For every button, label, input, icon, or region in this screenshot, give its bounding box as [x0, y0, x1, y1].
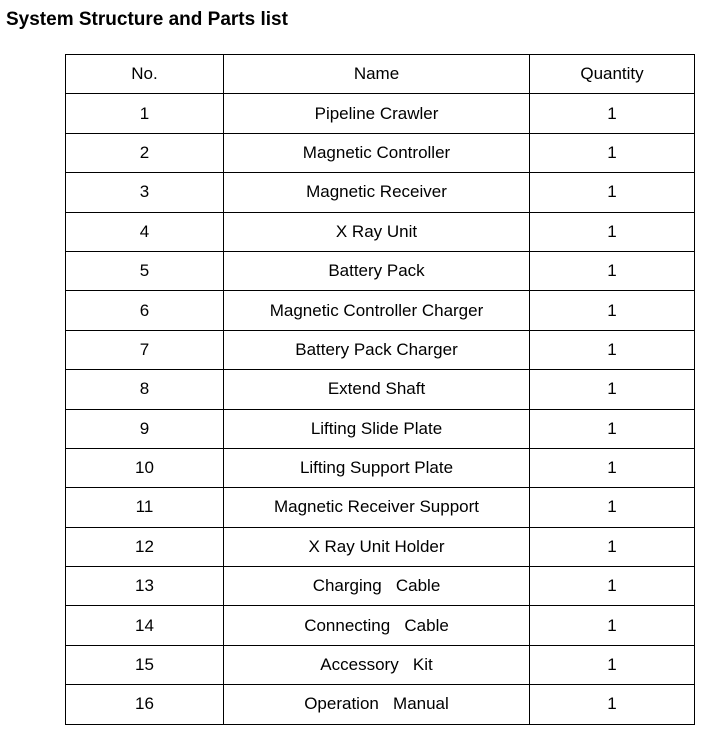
- cell-quantity: 1: [530, 212, 695, 251]
- cell-quantity: 1: [530, 370, 695, 409]
- cell-name: Charging Cable: [224, 567, 530, 606]
- cell-no: 6: [66, 291, 224, 330]
- cell-name: Lifting Slide Plate: [224, 409, 530, 448]
- cell-quantity: 1: [530, 251, 695, 290]
- cell-no: 8: [66, 370, 224, 409]
- cell-name: Lifting Support Plate: [224, 448, 530, 487]
- table-row: [66, 645, 695, 684]
- table-row: [66, 330, 695, 369]
- cell-no: 13: [66, 567, 224, 606]
- cell-no: 9: [66, 409, 224, 448]
- table-row: [66, 409, 695, 448]
- cell-name: X Ray Unit Holder: [224, 527, 530, 566]
- cell-quantity: 1: [530, 488, 695, 527]
- table-row: [66, 291, 695, 330]
- cell-quantity: 1: [530, 133, 695, 172]
- table-row: [66, 606, 695, 645]
- cell-quantity: 1: [530, 527, 695, 566]
- cell-quantity: 1: [530, 685, 695, 724]
- parts-table: [65, 54, 695, 725]
- cell-name: X Ray Unit: [224, 212, 530, 251]
- cell-quantity: 1: [530, 409, 695, 448]
- cell-no: 2: [66, 133, 224, 172]
- cell-name: Magnetic Controller Charger: [224, 291, 530, 330]
- page-title: System Structure and Parts list: [6, 9, 288, 30]
- table-row: [66, 527, 695, 566]
- table-row: [66, 448, 695, 487]
- table-row: [66, 173, 695, 212]
- cell-name: Pipeline Crawler: [224, 94, 530, 133]
- cell-no: 3: [66, 173, 224, 212]
- table-row: [66, 94, 695, 133]
- cell-name: Connecting Cable: [224, 606, 530, 645]
- cell-quantity: 1: [530, 645, 695, 684]
- cell-name: Operation Manual: [224, 685, 530, 724]
- cell-name: Accessory Kit: [224, 645, 530, 684]
- cell-name: Magnetic Receiver: [224, 173, 530, 212]
- table-row: [66, 251, 695, 290]
- cell-no: 4: [66, 212, 224, 251]
- cell-no: 7: [66, 330, 224, 369]
- cell-name: Magnetic Receiver Support: [224, 488, 530, 527]
- table-row: [66, 567, 695, 606]
- cell-quantity: 1: [530, 330, 695, 369]
- table-row: [66, 685, 695, 724]
- table-row: [66, 133, 695, 172]
- cell-quantity: 1: [530, 173, 695, 212]
- cell-quantity: 1: [530, 94, 695, 133]
- cell-quantity: 1: [530, 567, 695, 606]
- cell-quantity: 1: [530, 291, 695, 330]
- header-name: Name: [224, 55, 530, 94]
- cell-no: 10: [66, 448, 224, 487]
- cell-name: Battery Pack: [224, 251, 530, 290]
- table-row: [66, 212, 695, 251]
- cell-no: 16: [66, 685, 224, 724]
- parts-table-body: [66, 94, 695, 724]
- header-no: No.: [66, 55, 224, 94]
- parts-table-header: [66, 55, 695, 94]
- cell-no: 5: [66, 251, 224, 290]
- header-row: [66, 55, 695, 94]
- cell-no: 11: [66, 488, 224, 527]
- cell-quantity: 1: [530, 448, 695, 487]
- cell-no: 12: [66, 527, 224, 566]
- table-row: [66, 488, 695, 527]
- header-quantity: Quantity: [530, 55, 695, 94]
- cell-no: 15: [66, 645, 224, 684]
- table-row: [66, 370, 695, 409]
- cell-quantity: 1: [530, 606, 695, 645]
- cell-no: 14: [66, 606, 224, 645]
- cell-name: Battery Pack Charger: [224, 330, 530, 369]
- cell-name: Extend Shaft: [224, 370, 530, 409]
- cell-no: 1: [66, 94, 224, 133]
- cell-name: Magnetic Controller: [224, 133, 530, 172]
